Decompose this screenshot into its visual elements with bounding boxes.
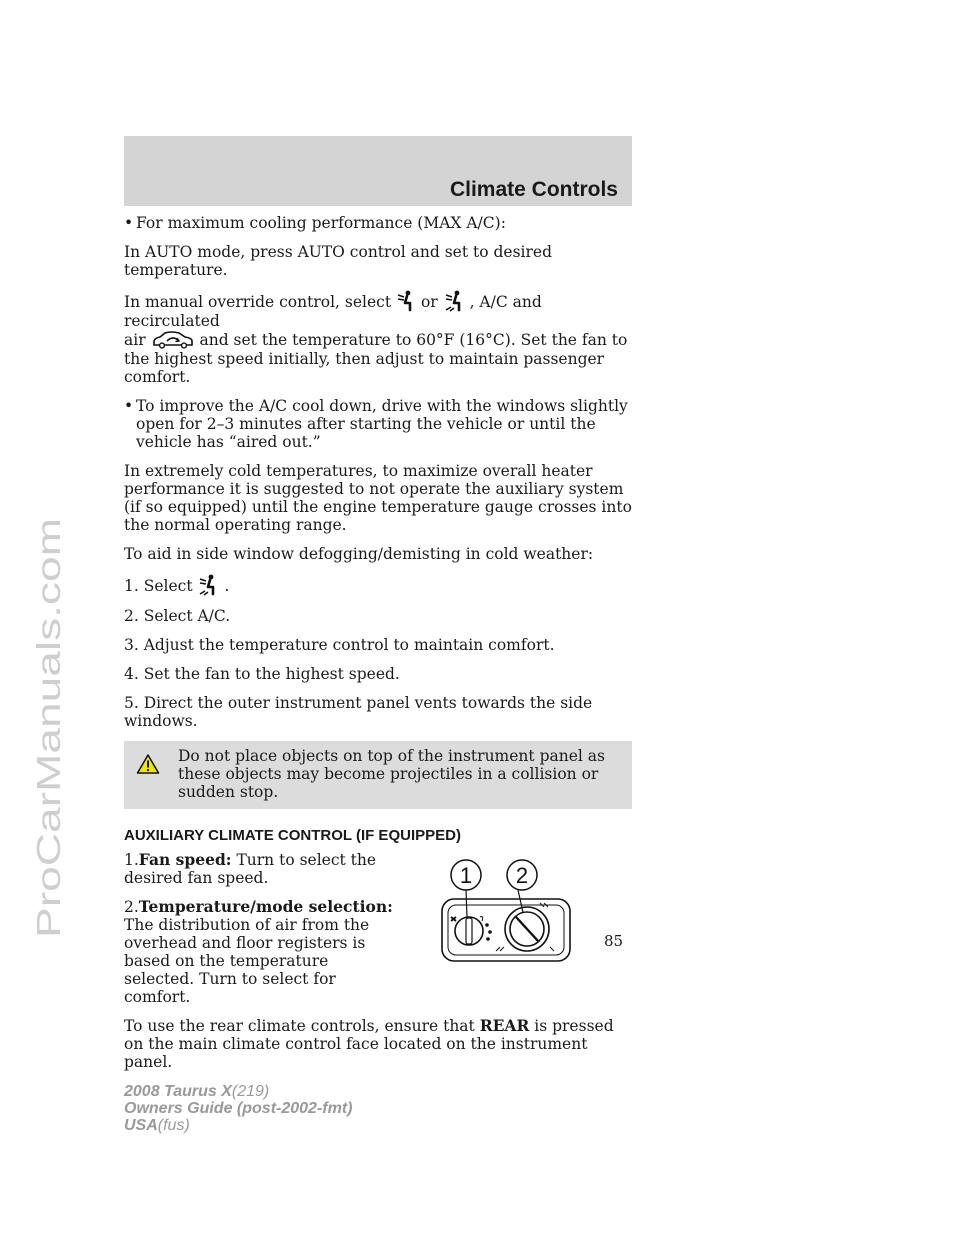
auxiliary-climate-control-illustration: [436, 855, 576, 965]
rear-label: REAR: [479, 1016, 530, 1035]
bullet-dot: •: [124, 214, 134, 232]
step-2: 2. Select A/C.: [124, 607, 231, 625]
temperature-mode-item: 2.Temperature/mode selection: The distribution of air from the overhead and floor registers is based on the temperature selected. Turn to select for comfort.: [124, 897, 393, 1006]
callout-1: 1: [459, 863, 473, 888]
footer-model-code: (219): [231, 1083, 270, 1100]
warning-text: Do not place objects on top of the instrument panel as these objects may become projectiles in a collision or sudden stop.: [178, 747, 605, 801]
bullet-dot: •: [124, 397, 134, 415]
section-title: Climate Controls: [449, 178, 618, 201]
section-header-band: [124, 136, 632, 206]
footer-model: 2008 Taurus X: [124, 1083, 232, 1100]
bullet-max-ac: • For maximum cooling performance (MAX A/C):: [124, 214, 506, 232]
step-5: 5. Direct the outer instrument panel vents towards the side windows.: [124, 694, 593, 730]
fan-speed-label: Fan speed:: [138, 850, 232, 869]
recirculated-air-icon: [151, 330, 195, 350]
temperature-mode-label: Temperature/mode selection:: [138, 897, 393, 916]
document-footer: [124, 1083, 352, 1134]
bullet-cool-down: • To improve the A/C cool down, drive with the windows slightly open for 2–3 minutes after starting the vehicle or until the vehicle has “aired out.”: [124, 397, 628, 451]
fan-speed-item: 1.Fan speed: Turn to select the desired fan speed.: [124, 850, 377, 887]
callout-2: 2: [515, 863, 529, 888]
rear-controls-text: To use the rear climate controls, ensure that REAR is pressed on the main climate control face located on the instrument panel.: [124, 1016, 614, 1071]
footer-market-code: (fus): [157, 1117, 190, 1134]
manual-override-text: In manual override control, select or , A/C and recirculated air and set the temperature to 60°F (16°C). Set the fan to the highest speed initially, then adjust to maintain passenger comfort.: [124, 290, 632, 386]
watermark-text: ProCarManuals.com: [30, 637, 67, 938]
warning-triangle-icon: [136, 753, 160, 775]
step-3: 3. Adjust the temperature control to maintain comfort.: [124, 636, 555, 654]
footer-market: USA: [124, 1117, 158, 1134]
cold-temperatures-text: In extremely cold temperatures, to maximize overall heater performance it is suggested to not operate the auxiliary system (if so equipped) until the engine temperature gauge crosses into the normal operating range.: [124, 462, 632, 534]
watermark: [8, 513, 78, 943]
warning-box: [124, 741, 632, 809]
page-number: 85: [604, 932, 624, 950]
panel-floor-mode-icon: [197, 574, 219, 596]
auto-mode-text: In AUTO mode, press AUTO control and set to desired temperature.: [124, 243, 553, 279]
page-content: [124, 214, 632, 1082]
panel-vent-mode-icon: [396, 290, 416, 312]
step-4: 4. Set the fan to the highest speed.: [124, 665, 400, 683]
footer-guide: Owners Guide (post-2002-fmt): [124, 1100, 353, 1117]
panel-floor-mode-icon: [443, 290, 465, 312]
defog-intro-text: To aid in side window defogging/demisting in cold weather:: [124, 545, 594, 563]
auxiliary-climate-heading: AUXILIARY CLIMATE CONTROL (IF EQUIPPED): [124, 827, 461, 844]
step-1: 1. Select .: [124, 574, 632, 596]
